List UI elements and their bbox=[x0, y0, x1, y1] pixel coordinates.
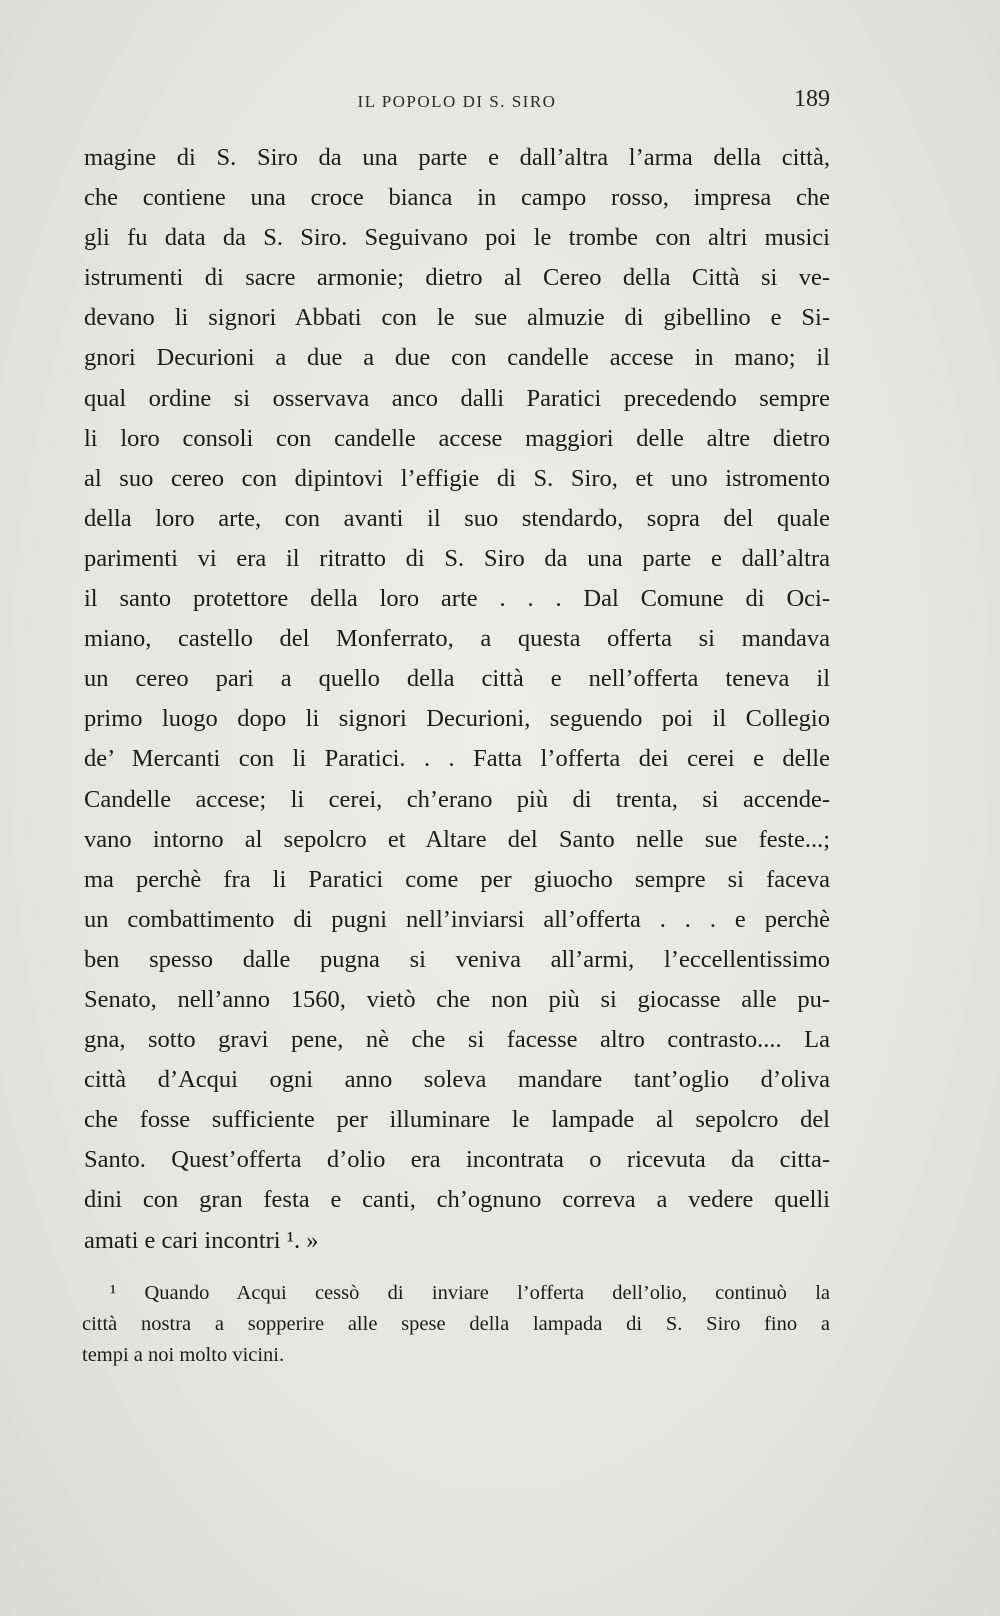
text-line: magine di S. Siro da una parte e dall’altra l’arma della città, bbox=[84, 144, 830, 171]
text-line: gnori Decurioni a due a due con candelle accese in mano; il bbox=[84, 344, 830, 372]
text-line: Senato, nell’anno 1560, vietò che non più si giocasse alle pu- bbox=[84, 985, 830, 1013]
text-line: città d’Acqui ogni anno soleva mandare tant’oglio d’oliva bbox=[84, 1066, 830, 1094]
text-line: li loro consoli con candelle accese maggiori delle altre dietro bbox=[84, 424, 830, 452]
running-title: IL POPOLO DI S. SIRO bbox=[357, 92, 557, 111]
text-line: al suo cereo con dipintovi l’effigie di S. Siro, et uno istromento bbox=[84, 464, 830, 492]
text-line: miano, castello del Monferrato, a questa offerta si mandava bbox=[84, 625, 830, 653]
text-line: devano li signori Abbati con le sue almuzie di gibellino e Si- bbox=[84, 304, 830, 332]
text-line: un cereo pari a quello della città e nell’offerta teneva il bbox=[84, 665, 830, 693]
text-line: qual ordine si osservava anco dalli Paratici precedendo sempre bbox=[84, 384, 830, 412]
text-line: de’ Mercanti con li Paratici. . . Fatta l’offerta dei cerei e delle bbox=[84, 745, 830, 773]
text-line: Candelle accese; li cerei, ch’erano più di trenta, si accende- bbox=[84, 785, 830, 813]
body-text bbox=[84, 138, 830, 1261]
text-line: Santo. Quest’offerta d’olio era incontrata o ricevuta da citta- bbox=[84, 1146, 830, 1174]
footnote-line: ¹ Quando Acqui cessò di inviare l’offerta dell’olio, continuò la bbox=[110, 1282, 830, 1304]
text-line: ma perchè fra li Paratici come per giuocho sempre si faceva bbox=[84, 865, 830, 893]
text-line: ben spesso dalle pugna si veniva all’armi, l’eccellentissimo bbox=[84, 945, 830, 973]
text-line: gli fu data da S. Siro. Seguivano poi le trombe con altri musici bbox=[84, 224, 830, 252]
page-number: 189 bbox=[794, 86, 830, 112]
footnote-line: tempi a noi molto vicini. bbox=[82, 1344, 285, 1366]
text-line: un combattimento di pugni nell’inviarsi all’offerta . . . e perchè bbox=[84, 905, 830, 933]
text-line: vano intorno al sepolcro et Altare del Santo nelle sue feste...; bbox=[84, 825, 830, 853]
text-line: che contiene una croce bianca in campo rosso, impresa che bbox=[84, 184, 830, 212]
footnote bbox=[82, 1278, 830, 1371]
text-line: amati e cari incontri ¹. » bbox=[84, 1226, 319, 1254]
text-line: istrumenti di sacre armonie; dietro al Cereo della Città si ve- bbox=[84, 264, 830, 292]
running-head bbox=[84, 86, 830, 116]
text-line: che fosse sufficiente per illuminare le lampade al sepolcro del bbox=[84, 1106, 830, 1134]
text-line: primo luogo dopo li signori Decurioni, seguendo poi il Collegio bbox=[84, 705, 830, 733]
text-line: della loro arte, con avanti il suo stendardo, sopra del quale bbox=[84, 504, 830, 532]
text-line: dini con gran festa e canti, ch’ognuno correva a vedere quelli bbox=[84, 1186, 830, 1214]
text-line: il santo protettore della loro arte . . . Dal Comune di Oci- bbox=[84, 585, 830, 613]
text-line: parimenti vi era il ritratto di S. Siro da una parte e dall’altra bbox=[84, 544, 830, 572]
text-line: gna, sotto gravi pene, nè che si facesse altro contrasto.... La bbox=[84, 1026, 830, 1054]
footnote-line: città nostra a sopperire alle spese della lampada di S. Siro fino a bbox=[82, 1313, 830, 1335]
